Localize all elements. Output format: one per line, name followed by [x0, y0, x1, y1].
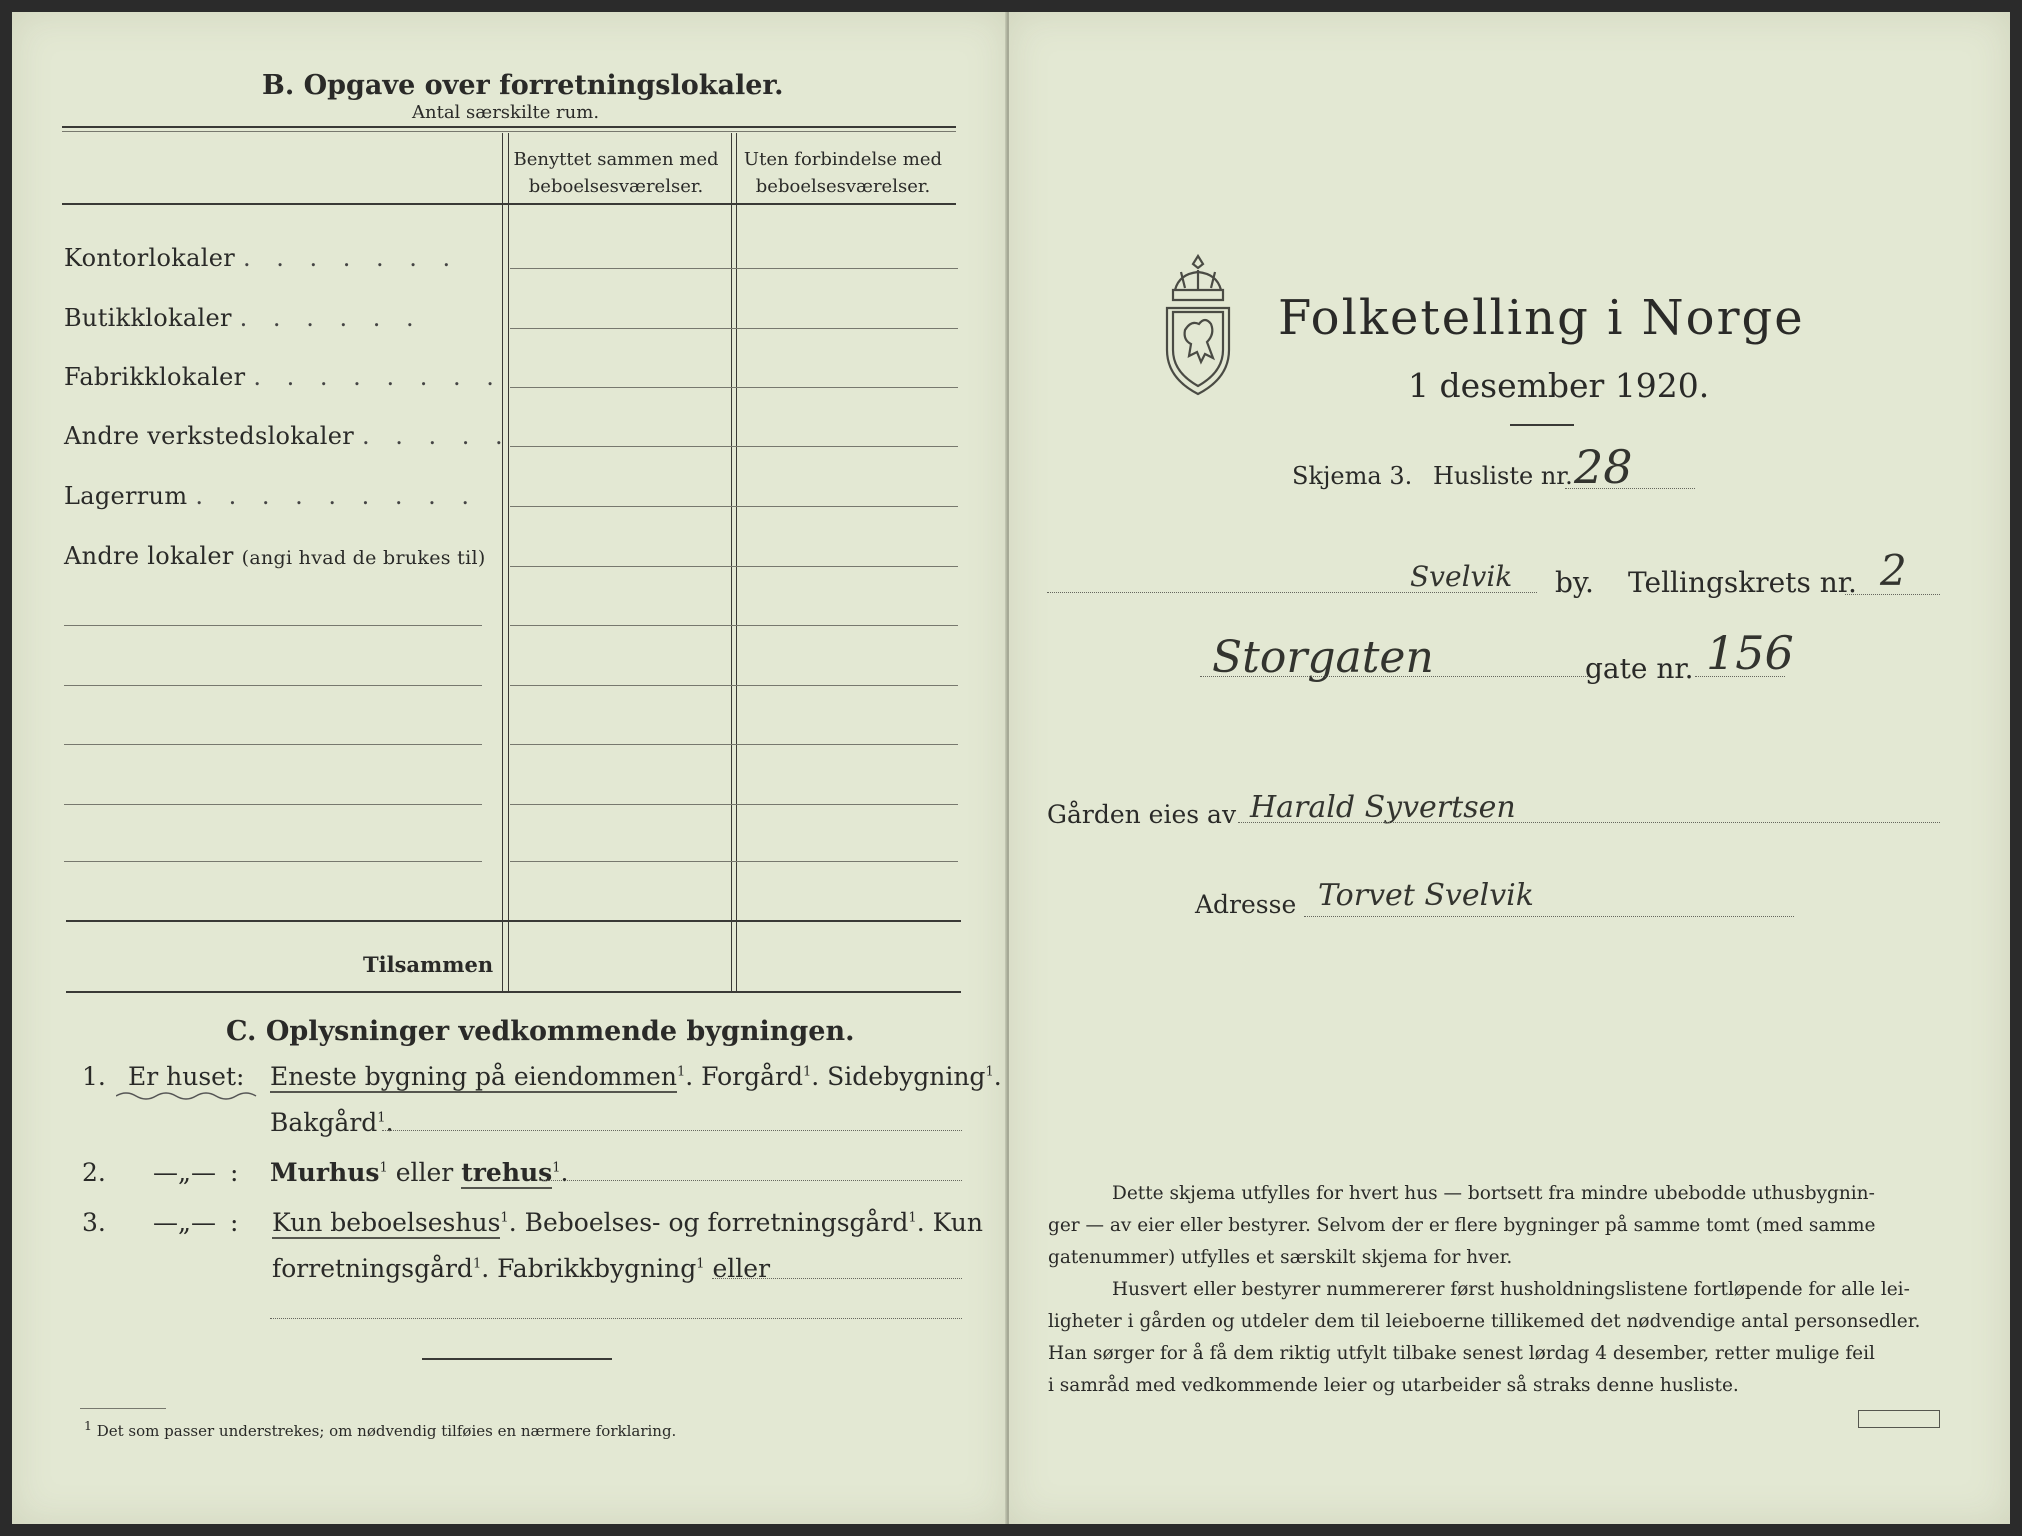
instructions-line: Husvert eller bestyrer nummererer først husholdningslistene fortløpende for alle lei- [1112, 1279, 1910, 1300]
row-line [510, 268, 958, 269]
q3-ditto: —„— [153, 1208, 216, 1237]
row-note: (angi hvad de brukes til) [241, 547, 486, 569]
instructions-line: gatenummer) utfylles et særskilt skjema for hver. [1048, 1247, 1513, 1268]
q1-number: 1. [82, 1062, 106, 1091]
footnote [84, 1418, 676, 1440]
col1-left-line [502, 133, 503, 991]
blank-line [64, 744, 482, 745]
husliste-fill-line [1565, 488, 1695, 489]
row-leaders: . . . . . . . . . [195, 482, 479, 510]
footnote-text: Det som passer understrekes; om nødvendig tilføies en nærmere forklaring. [96, 1422, 677, 1440]
row-leaders: . . . . . . . . [253, 363, 503, 391]
q3-fill-line [712, 1278, 962, 1279]
street-value: Storgaten [1212, 632, 1434, 683]
row-line [510, 387, 958, 388]
q1-option-forgard: Forgård [701, 1062, 803, 1091]
row-line [510, 804, 958, 805]
table-top-rule-thin [62, 131, 956, 132]
q1-wavy-underline [116, 1088, 676, 1104]
col2-left-line [731, 133, 732, 991]
table-top-rule [62, 126, 956, 128]
row-lagerrum [64, 482, 478, 510]
table-bottom-rule [66, 991, 961, 993]
q2-colon: : [230, 1158, 239, 1187]
left-page [12, 12, 1007, 1524]
address-label: Adresse [1195, 890, 1297, 919]
row-line [510, 685, 958, 686]
row-line [510, 861, 958, 862]
q3-option-kun: Kun [932, 1208, 983, 1237]
census-date: 1 desember 1920. [1408, 366, 1710, 405]
row-andre-lokaler [64, 542, 486, 570]
header-rule [62, 203, 956, 205]
row-line [510, 625, 958, 626]
sup: 1 [802, 1064, 812, 1080]
gate-label: gate nr. [1585, 652, 1694, 685]
q3-fill-line-2 [270, 1318, 962, 1319]
total-rule [66, 920, 961, 922]
row-label: Butikklokaler [64, 304, 232, 332]
q3-number: 3. [82, 1208, 106, 1237]
q1-options: Eneste bygning på eiendommen$^1$. Forgård$^1$. Sidebygning$^1$. [270, 1062, 1002, 1091]
row-andre-verkstedslokaler [64, 422, 512, 450]
row-leaders: . . . . . . . [242, 244, 460, 272]
total-label: Tilsammen [363, 952, 494, 977]
sup: 1 [985, 1064, 994, 1080]
q3-options-line1: Kun beboelseshus$^1$. Beboelses- og forretningsgård$^1$. Kun [272, 1208, 983, 1237]
footnote-number: 1 [84, 1418, 92, 1433]
row-butikklokaler [64, 304, 423, 332]
col2-header [733, 146, 953, 200]
instructions-line: Han sørger for å få dem riktig utfylt tilbake senest lørdag 4 desember, retter mulige feil [1048, 1343, 1875, 1364]
q3-option-kun-beboelseshus: Kun beboelseshus [272, 1208, 501, 1237]
row-line [510, 328, 958, 329]
col1-header-line2: beboelsesværelser. [528, 176, 704, 197]
sup: 1 [472, 1256, 482, 1272]
section-c-end-rule [422, 1358, 612, 1360]
sup: 1 [676, 1064, 686, 1080]
town-value: Svelvik [1410, 560, 1513, 593]
printer-stamp [1858, 1410, 1940, 1428]
q2-number: 2. [82, 1158, 106, 1187]
q1-lead: Er huset: [128, 1062, 245, 1091]
row-line [510, 506, 958, 507]
krets-fill-line [1845, 594, 1940, 595]
gate-fill-line [1695, 676, 1785, 677]
blank-line [64, 625, 482, 626]
q2-ditto: —„— [153, 1158, 216, 1187]
instructions [1048, 1178, 1943, 1402]
q3-option-fabrikkbygning: Fabrikkbygning [497, 1254, 697, 1283]
husliste-label: Husliste nr. [1433, 462, 1573, 490]
col2-header-line1: Uten forbindelse med [743, 149, 943, 170]
date-rule [1510, 424, 1574, 426]
q1-option-bakgard: Bakgård$^1$. [270, 1108, 394, 1137]
col1-left-line-double [508, 133, 509, 991]
q1-option-bakgard-label: Bakgård [270, 1108, 378, 1137]
q1-option-sidebygning: Sidebygning [827, 1062, 986, 1091]
q3-option-forretningsgard: forretningsgård [272, 1254, 473, 1283]
row-label: Lagerrum [64, 482, 188, 510]
blank-line [64, 861, 482, 862]
q3-or: eller [712, 1254, 771, 1283]
blank-line [64, 804, 482, 805]
row-label: Andre verkstedslokaler [64, 422, 355, 450]
q2-fill-line [540, 1180, 962, 1181]
sup: 1 [908, 1210, 917, 1226]
q1-fill-line [382, 1130, 962, 1131]
owner-value: Harald Syvertsen [1250, 790, 1516, 825]
col1-header-line1: Benyttet sammen med [513, 149, 719, 170]
by-label: by. [1555, 566, 1594, 599]
schema-label: Skjema 3. [1292, 462, 1413, 490]
coat-of-arms-icon [1155, 250, 1241, 400]
row-fabrikklokaler [64, 363, 503, 391]
q2-options: Murhus$^1$ eller trehus$^1$. [270, 1158, 569, 1187]
row-line [510, 446, 958, 447]
instructions-line: i samråd med vedkommende leier og utarbeider så straks denne husliste. [1048, 1375, 1739, 1396]
q2-option-trehus: trehus [461, 1158, 553, 1187]
address-fill-line [1304, 916, 1794, 917]
q2-or: eller [395, 1158, 454, 1187]
sup: 1 [500, 1210, 509, 1226]
sup: 1 [379, 1160, 388, 1176]
row-leaders: . . . . . [361, 422, 512, 450]
q3-option-beboelses-forretningsgard: Beboelses- og forretningsgård [524, 1208, 909, 1237]
section-c-title: C. Oplysninger vedkommende bygningen. [226, 1016, 855, 1047]
sup: 1 [552, 1160, 561, 1176]
q3-options-line2: forretningsgård$^1$. Fabrikkbygning$^1$ eller [272, 1254, 771, 1283]
instructions-line: Dette skjema utfylles for hvert hus — bortsett fra mindre ubebodde uthusbygnin- [1112, 1183, 1875, 1204]
owner-fill-line [1238, 822, 1940, 823]
col2-left-line-double [736, 133, 737, 991]
address-value: Torvet Svelvik [1318, 878, 1534, 913]
col1-header [506, 146, 726, 200]
gate-value: 156 [1706, 626, 1794, 680]
col2-header-line2: beboelsesværelser. [755, 176, 931, 197]
row-kontorlokaler [64, 244, 459, 272]
row-label: Kontorlokaler [64, 244, 235, 272]
blank-line [64, 685, 482, 686]
street-fill-line [1200, 676, 1590, 677]
row-line [510, 744, 958, 745]
row-label: Fabrikklokaler [64, 363, 246, 391]
sup: 1 [696, 1256, 705, 1272]
row-line [510, 566, 958, 567]
row-leaders: . . . . . . [239, 304, 423, 332]
footnote-rule [80, 1408, 166, 1409]
section-b-subtitle: Antal særskilte rum. [412, 102, 600, 123]
q1-option-eneste: Eneste bygning på eiendommen [270, 1062, 677, 1091]
husliste-value: 28 [1574, 440, 1633, 494]
instructions-line: ligheter i gården og utdeler dem til leieboerne tillikemed det nødvendige antal personsedler. [1048, 1311, 1921, 1332]
row-label: Andre lokaler [64, 542, 234, 570]
form-title: Folketelling i Norge [1278, 290, 1805, 346]
owner-label: Gården eies av [1047, 800, 1237, 829]
q2-option-murhus: Murhus [270, 1158, 380, 1187]
instructions-line: ger — av eier eller bestyrer. Selvom der er flere bygninger på samme tomt (med samme [1048, 1215, 1876, 1236]
q3-colon: : [230, 1208, 239, 1237]
krets-label: Tellingskrets nr. [1628, 566, 1857, 599]
krets-value: 2 [1880, 546, 1907, 595]
section-b-title: B. Opgave over forretningslokaler. [262, 70, 784, 101]
sup: 1 [377, 1110, 386, 1126]
